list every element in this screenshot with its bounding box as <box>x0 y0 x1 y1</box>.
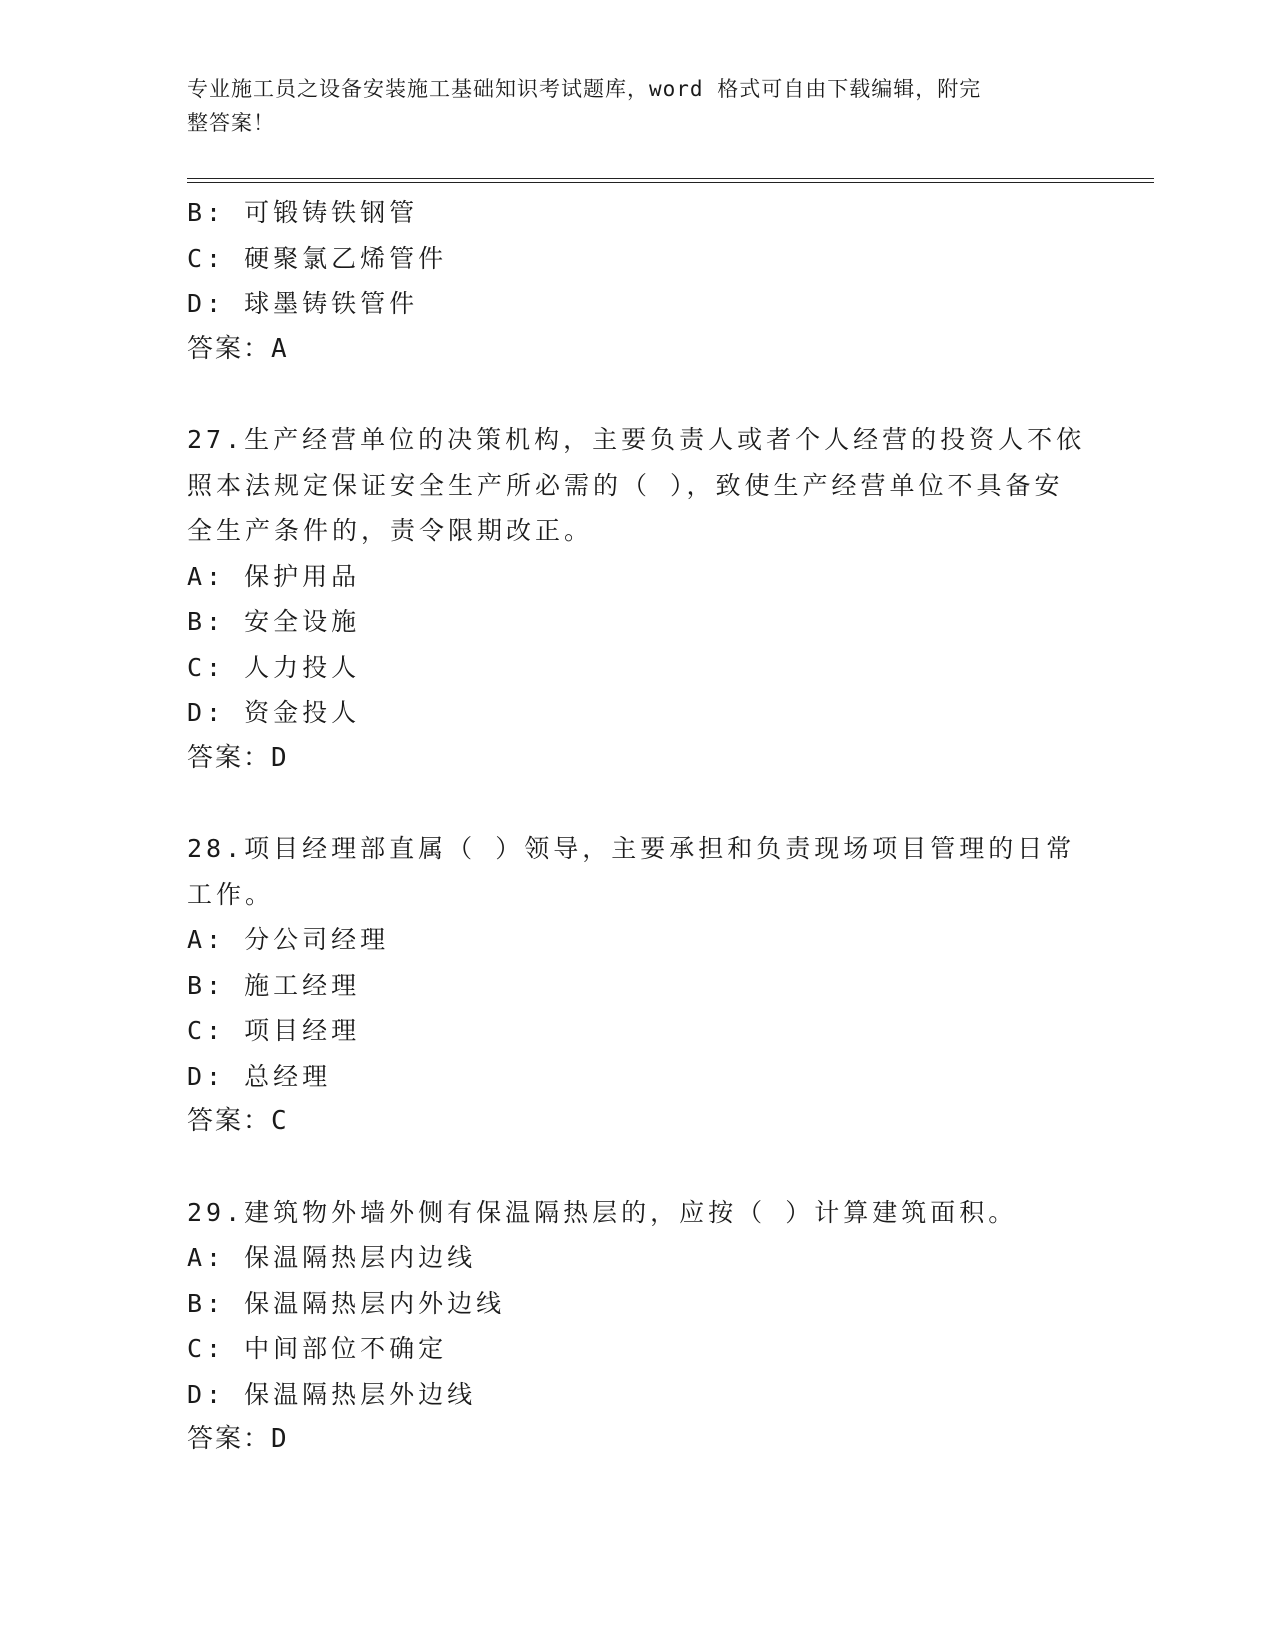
option-b: B: 可锻铸铁钢管 <box>187 198 419 227</box>
header-divider-bottom <box>187 182 1154 183</box>
option-d: D: 资金投人 <box>187 698 361 727</box>
question-block-continued <box>187 190 1087 372</box>
option-d: D: 保温隔热层外边线 <box>187 1379 477 1409</box>
question-stem-line: 照本法规定保证安全生产所必需的（ ），致使生产经营单位不具备安 <box>187 470 1064 500</box>
question-stem-line: 全生产条件的，责令限期改正。 <box>187 516 594 545</box>
spacer <box>187 372 1087 417</box>
answer-line: 答案：C <box>187 1106 289 1136</box>
question-content <box>187 190 1087 1463</box>
question-block-28 <box>187 826 1087 1145</box>
option-b: B: 施工经理 <box>187 970 361 1000</box>
header-line-1: 专业施工员之设备安装施工基础知识考试题库，word 格式可自由下载编辑，附完 <box>187 77 982 101</box>
answer-line: 答案：A <box>187 333 289 364</box>
answer-line: 答案：D <box>187 1424 289 1454</box>
option-c: C: 项目经理 <box>187 1016 361 1045</box>
option-c: C: 中间部位不确定 <box>187 1334 448 1363</box>
document-header <box>187 72 1067 140</box>
question-stem-line: 27.生产经营单位的决策机构，主要负责人或者个人经营的投资人不依 <box>187 425 1086 454</box>
option-a: A: 保护用品 <box>187 561 361 591</box>
spacer <box>187 1145 1087 1190</box>
option-d: D: 总经理 <box>187 1061 332 1091</box>
header-line-2: 整答案！ <box>187 111 275 135</box>
option-b: B: 保温隔热层内外边线 <box>187 1288 506 1318</box>
question-stem-line: 29.建筑物外墙外侧有保温隔热层的，应按（ ）计算建筑面积。 <box>187 1197 1018 1227</box>
question-block-27 <box>187 417 1087 781</box>
option-a: A: 保温隔热层内边线 <box>187 1243 477 1272</box>
header-divider-top <box>187 178 1154 179</box>
question-stem-line: 28.项目经理部直属（ ）领导，主要承担和负责现场项目管理的日常 <box>187 834 1076 863</box>
option-d: D: 球墨铸铁管件 <box>187 289 419 318</box>
question-block-29 <box>187 1190 1087 1463</box>
option-b: B: 安全设施 <box>187 607 361 636</box>
question-stem-line: 工作。 <box>187 879 275 909</box>
option-c: C: 人力投人 <box>187 652 361 682</box>
answer-line: 答案：D <box>187 742 289 773</box>
option-a: A: 分公司经理 <box>187 925 390 954</box>
spacer <box>187 781 1087 826</box>
option-c: C: 硬聚氯乙烯管件 <box>187 243 448 273</box>
